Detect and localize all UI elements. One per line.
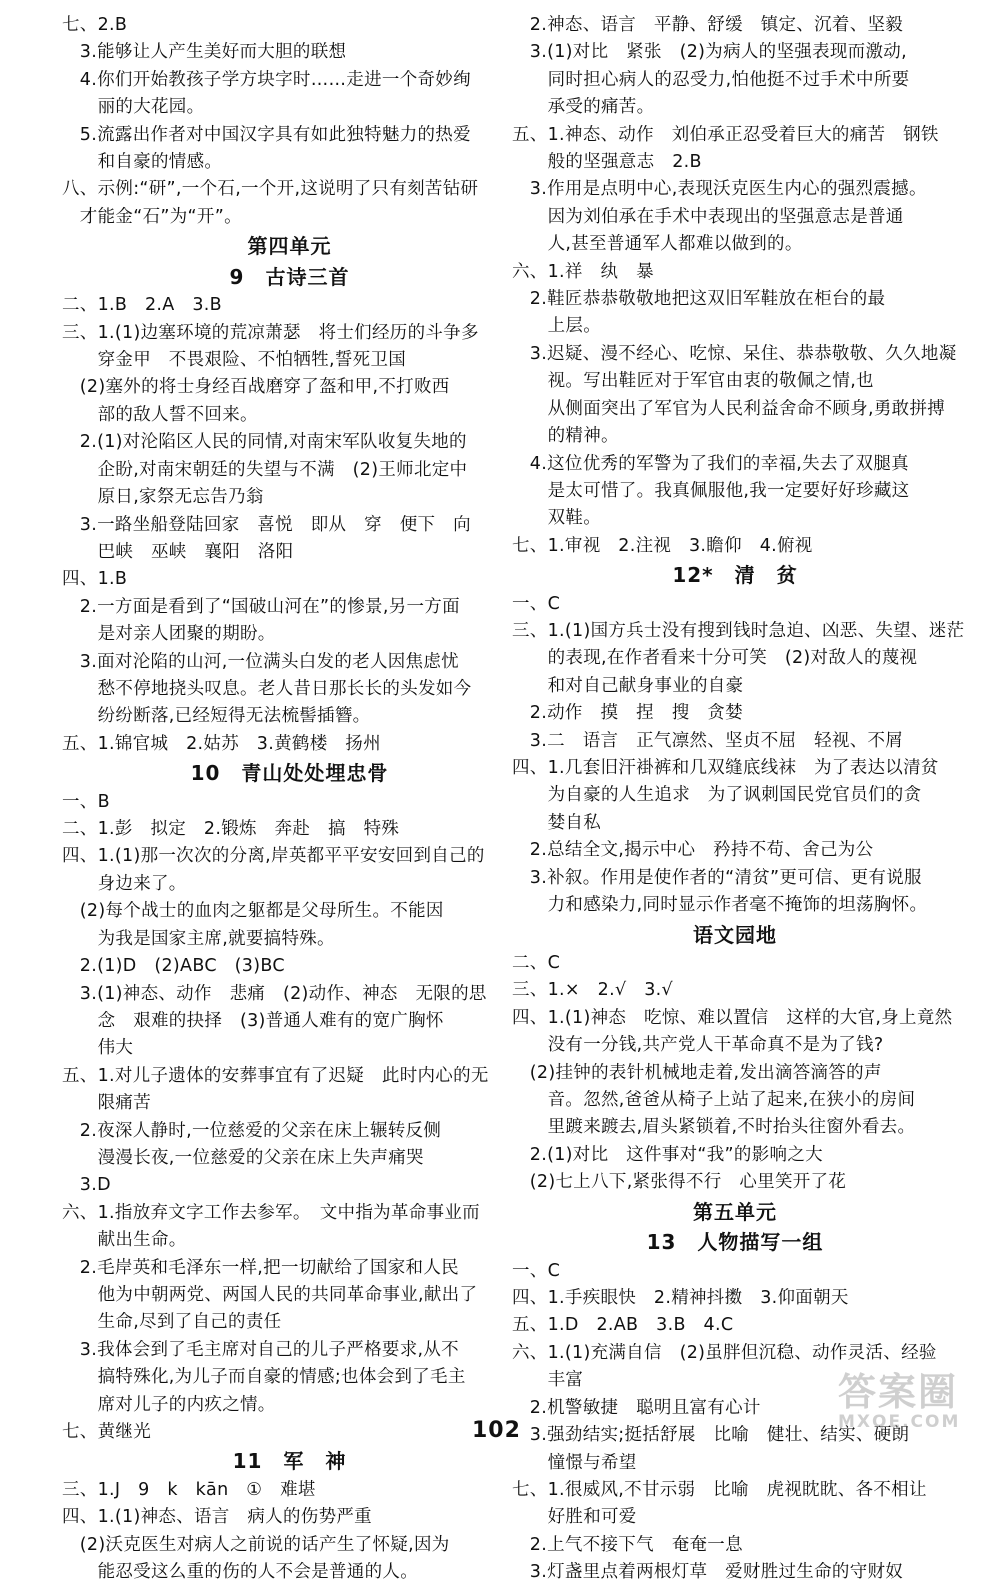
answer-line: 4.你们开始教孩子学方块字时……走进一个奇妙绚 <box>62 69 471 90</box>
answer-line: 人,甚至普通军人都难以做到的。 <box>512 234 803 255</box>
answer-line: 四、1.几套旧汗褂裤和几双缝底线袜 为了表达以清贫 <box>512 758 939 779</box>
answer-line: 3.面对沦陷的山河,一位满头白发的老人因焦虑忧 <box>62 651 459 672</box>
answer-line: 和自豪的情感。 <box>62 152 223 173</box>
answer-line: 视。写出鞋匠对于军官由衷的敬佩之情,也 <box>512 371 874 392</box>
answer-line: 限痛苦 <box>62 1093 151 1114</box>
answer-line: 三、1.× 2.√ 3.√ <box>512 980 673 1001</box>
answer-line: 身边来了。 <box>62 873 187 894</box>
answer-line: (2)七上八下,紧张得不行 心里笑开了花 <box>512 1172 847 1193</box>
answer-line: (2)挂钟的表针机械地走着,发出滴答滴答的声 <box>512 1062 882 1083</box>
answer-line: 4.这位优秀的军警为了我们的幸福,失去了双腿真 <box>512 453 909 474</box>
answer-line: 3.二 语言 正气凛然、坚贞不屈 轻视、不屑 <box>512 730 904 751</box>
answer-line: 四、1.(1)那一次次的分离,岸英都平平安安回到自己的 <box>62 846 485 867</box>
answer-line: 漫漫长夜,一位慈爱的父亲在床上失声痛哭 <box>62 1147 424 1168</box>
answer-line: 三、1.(1)国方兵士没有搜到钱时急迫、凶恶、失望、迷茫 <box>512 621 965 642</box>
answer-line: 七、黄继光 <box>62 1422 151 1442</box>
answer-line: 力和感染力,同时显示作者毫不掩饰的坦荡胸怀。 <box>512 895 928 916</box>
answer-line: 一、B <box>62 791 110 812</box>
answer-line: 穿金甲 不畏艰险、不怕牺牲,誓死卫国 <box>62 350 407 371</box>
answer-line: 承受的痛苦。 <box>512 97 655 118</box>
page-number: 102 <box>472 1418 521 1443</box>
answer-line: 愁不停地挠头叹息。老人昔日那长长的头发如今 <box>62 678 472 699</box>
answer-line: 七、1.审视 2.注视 3.瞻仰 4.俯视 <box>512 535 813 556</box>
answer-line: (2)沃克医生对病人之前说的话产生了怀疑,因为 <box>62 1534 450 1555</box>
watermark-logo <box>838 1372 988 1436</box>
answer-line: 念 艰难的抉择 (3)普通人难有的宽广胸怀 <box>62 1010 444 1031</box>
answer-line: 七、2.B <box>62 15 128 35</box>
answer-line: 和对自己献身事业的自豪 <box>512 675 744 696</box>
answer-line: 3.灯盏里点着两根灯草 爱财胜过生命的守财奴 <box>512 1562 904 1583</box>
answer-line: 3.补叙。作用是使作者的“清贫”更可信、更有说服 <box>512 867 922 888</box>
answer-line: 的表现,在作者看来十分可笑 (2)对敌人的蔑视 <box>512 648 918 669</box>
answer-line: 二、C <box>512 953 561 973</box>
answer-line: 3.我体会到了毛主席对自己的儿子严格要求,从不 <box>62 1339 459 1360</box>
answer-line: 从侧面突出了军官为人民利益舍命不顾身,勇敢拼搏 <box>512 398 946 419</box>
answer-line: 3.(1)神态、动作 悲痛 (2)动作、神态 无限的思 <box>62 983 487 1004</box>
answer-line: 四、1.B <box>62 569 128 590</box>
answer-line: 没有一分钱,共产党人干革命真不是为了钱? <box>512 1035 884 1056</box>
answer-line: 部的敌人誓不回来。 <box>62 404 258 425</box>
answer-line: 为自豪的人生追求 为了讽刺国民党官员们的贪 <box>512 785 922 806</box>
answer-line: 原日,家祭无忘告乃翁 <box>62 487 264 508</box>
answer-line: 2.鞋匠恭恭敬敬地把这双旧军鞋放在柜台的最 <box>512 289 886 310</box>
answer-line: 好胜和可爱 <box>512 1507 637 1528</box>
answer-line: 巴峡 巫峡 襄阳 洛阳 <box>62 541 294 562</box>
answer-line: 五、1.对儿子遗体的安葬事宜有了迟疑 此时内心的无 <box>62 1065 489 1086</box>
answer-line: 六、1.(1)充满自信 (2)虽胖但沉稳、动作灵活、经验 <box>512 1342 937 1363</box>
answer-line: 八、示例:“研”,一个石,一个开,这说明了只有刻苦钻研 <box>62 179 479 200</box>
answer-line: 2.毛岸英和毛泽东一样,把一切献给了国家和人民 <box>62 1257 459 1278</box>
answer-line: 般的坚强意志 2.B <box>512 152 702 173</box>
answer-line: 是对亲人团聚的期盼。 <box>62 624 276 645</box>
answer-line: 搞特殊化,为儿子而自豪的情感;也体会到了毛主 <box>62 1367 466 1388</box>
answer-line: 五、1.D 2.AB 3.B 4.C <box>512 1315 734 1336</box>
answer-line: (2)每个战士的血肉之躯都是父母所生。不能因 <box>62 901 444 922</box>
answer-line: 3.能够让人产生美好而大胆的联想 <box>62 42 347 63</box>
answer-line: 二、1.彭 拟定 2.锻炼 奔赴 搞 特殊 <box>62 819 400 840</box>
section-title: 10 青山处处埋忠骨 <box>190 761 389 786</box>
answer-line: 2.动作 摸 捏 搜 贪婪 <box>512 703 743 724</box>
answer-line: 伟大 <box>62 1038 134 1059</box>
answer-line: 生命,尽到了自己的责任 <box>62 1312 282 1333</box>
answer-line: 献出生命。 <box>62 1230 187 1251</box>
answer-line: 2.总结全文,揭示中心 矜持不苟、舍己为公 <box>512 840 874 861</box>
answer-line: 四、1.(1)神态、语言 病人的伤势严重 <box>62 1507 372 1528</box>
answer-line: 2.夜深人静时,一位慈爱的父亲在床上辗转反侧 <box>62 1120 442 1141</box>
answer-line: 上层。 <box>512 316 601 337</box>
answer-line: 3.D <box>62 1175 111 1196</box>
answer-line: 一、C <box>512 1260 561 1281</box>
answer-line: 因为刘伯承在手术中表现出的坚强意志是普通 <box>512 206 904 227</box>
section-title: 9 古诗三首 <box>229 264 350 289</box>
answer-line: 纷纷断落,已经短得无法梳髻插簪。 <box>62 706 371 727</box>
answer-line: 的精神。 <box>512 426 619 447</box>
answer-line: 3.(1)对比 紧张 (2)为病人的坚强表现而激动, <box>512 42 907 63</box>
section-title: 第五单元 <box>693 1199 777 1224</box>
answer-line: 2.(1)对沦陷区人民的同情,对南宋军队收复失地的 <box>62 432 467 453</box>
answer-line: 婪自私 <box>512 812 601 833</box>
answer-line: 2.一方面是看到了“国破山河在”的惨景,另一方面 <box>62 596 460 617</box>
answer-line: 2.神态、语言 平静、舒缓 镇定、沉着、坚毅 <box>512 15 904 35</box>
answer-line: 企盼,对南宋朝廷的失望与不满 (2)王师北定中 <box>62 459 468 480</box>
answer-line: 双鞋。 <box>512 508 601 529</box>
answer-line: 同时担心病人的忍受力,怕他挺不过手术中所要 <box>512 69 910 90</box>
answer-line: 3.作用是点明中心,表现沃克医生内心的强烈震撼。 <box>512 179 927 200</box>
watermark-main-text: 答案圈 <box>838 1370 959 1414</box>
section-title: 11 军 神 <box>232 1449 347 1474</box>
answer-line: 能忍受这么重的伤的人不会是普通的人。 <box>62 1562 418 1583</box>
answer-line: 一、C <box>512 593 561 614</box>
answer-line: 席对儿子的内疚之情。 <box>62 1394 276 1415</box>
right-column <box>512 12 965 1587</box>
answer-line: 5.流露出作者对中国汉字具有如此独特魅力的热爱 <box>62 124 471 145</box>
answer-line: 2.(1)对比 这件事对“我”的影响之大 <box>512 1144 823 1165</box>
section-title: 语文园地 <box>693 922 777 947</box>
section-title: 第四单元 <box>247 234 332 259</box>
answer-line: 2.上气不接下气 奄奄一息 <box>512 1534 743 1555</box>
answer-line: 四、1.手疾眼快 2.精神抖擞 3.仰面朝天 <box>512 1288 849 1309</box>
answer-line: 丽的大花园。 <box>62 97 205 118</box>
answer-line: 里踱来踱去,眉头紧锁着,不时抬头往窗外看去。 <box>512 1117 916 1138</box>
answer-line: 3.一路坐船登陆回家 喜悦 即从 穿 便下 向 <box>62 514 471 535</box>
answer-line: 3.强劲结实;挺括舒展 比喻 健壮、结实、硬朗 <box>512 1425 910 1446</box>
answer-line: 五、1.神态、动作 刘伯承正忍受着巨大的痛苦 钢铁 <box>512 124 939 145</box>
answer-line: 六、1.指放弃文字工作去参军。 文中指为革命事业而 <box>62 1202 480 1223</box>
section-title: 13 人物描写一组 <box>646 1230 824 1255</box>
answer-line: 3.迟疑、漫不经心、吃惊、呆住、恭恭敬敬、久久地凝 <box>512 343 957 364</box>
answer-line: (2)塞外的将士身经百战磨穿了盔和甲,不打败西 <box>62 377 450 398</box>
answer-line: 才能金“石”为“开”。 <box>62 206 242 227</box>
answer-line: 是太可惜了。我真佩服他,我一定要好好珍藏这 <box>512 480 910 501</box>
answer-line: 三、1.J 9 k kān ① 难堪 <box>62 1479 316 1500</box>
left-column <box>62 12 517 1587</box>
answer-line: 憧憬与希望 <box>512 1452 637 1473</box>
answer-line: 五、1.锦官城 2.姑苏 3.黄鹤楼 扬州 <box>62 733 381 754</box>
answer-line: 2.机警敏捷 聪明且富有心计 <box>512 1397 761 1418</box>
answer-line: 四、1.(1)神态 吃惊、难以置信 这样的大官,身上竟然 <box>512 1007 953 1028</box>
answer-line: 二、1.B 2.A 3.B <box>62 295 222 316</box>
answer-line: 为我是国家主席,就要搞特殊。 <box>62 928 335 949</box>
section-title: 12* 清 贫 <box>672 563 798 588</box>
answer-line: 他为中朝两党、两国人民的共同革命事业,献出了 <box>62 1284 478 1305</box>
answer-line: 三、1.(1)边塞环境的荒凉萧瑟 将士们经历的斗争多 <box>62 322 479 343</box>
answer-line: 2.(1)D (2)ABC (3)BC <box>62 956 285 977</box>
answer-line: 七、1.很威风,不甘示弱 比喻 虎视眈眈、各不相让 <box>512 1479 927 1500</box>
answer-line: 六、1.祥 纨 暴 <box>512 261 654 282</box>
answer-line: 音。忽然,爸爸从椅子上站了起来,在狭小的房间 <box>512 1090 916 1111</box>
answer-line: 丰富 <box>512 1370 584 1391</box>
watermark-sub-text: MXQE.COM <box>838 1412 961 1432</box>
